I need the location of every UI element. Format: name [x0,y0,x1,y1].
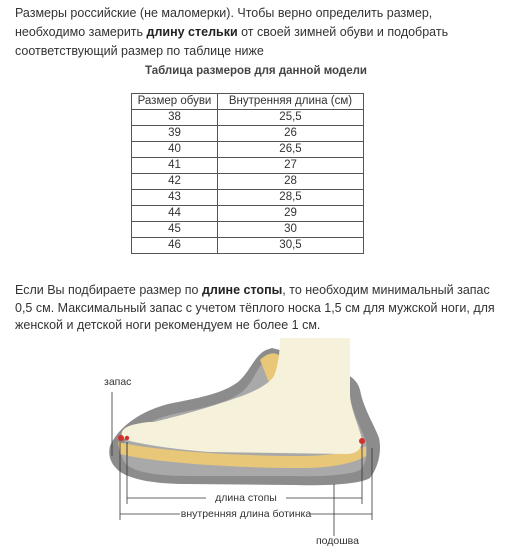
cell-length: 25,5 [218,110,364,126]
cell-length: 26 [218,126,364,142]
cell-size: 43 [132,190,218,206]
table-row [132,142,364,158]
cell-size: 38 [132,110,218,126]
cell-length: 28,5 [218,190,364,206]
note-text-1: Если Вы подбираете размер по [15,283,202,297]
cell-length: 30,5 [218,238,364,254]
intro-bold: длину стельки [146,25,238,39]
cell-size: 44 [132,206,218,222]
intro-paragraph [15,4,500,61]
cell-length: 27 [218,158,364,174]
cell-size: 45 [132,222,218,238]
intro-text-1: Размеры российские (не маломерки). Чтобы верно определить размер, необходимо замерить [15,6,433,39]
cell-length: 26,5 [218,142,364,158]
note-bold: длине стопы [201,283,283,297]
cell-size: 42 [132,174,218,190]
table-caption: Таблица размеров для данной модели [144,65,368,77]
cell-size: 39 [132,126,218,142]
table-row [132,206,364,222]
note-paragraph [15,282,500,335]
note-text-2: , то необходим минимальный запас 0,5 см. Максимальный запас с учетом тёплого носка 1,5 см для мужской ноги, для женской и детской ноги рекомендуем не более 1 см. [15,283,495,332]
boot-diagram [90,338,410,547]
label-foot-length: длина стопы [215,492,277,504]
size-table [131,93,364,254]
table-row [132,190,364,206]
intro-text-2: от своей зимней обуви и подобрать соответствующий размер по таблице ниже [15,25,449,58]
cell-size: 40 [132,142,218,158]
heel-marker [359,438,365,444]
cell-length: 30 [218,222,364,238]
table-header-row [132,94,364,110]
header-inner-length: Внутренняя длина (см) [218,94,364,110]
label-margin: запас [104,376,132,388]
table-row [132,222,364,238]
cell-size: 46 [132,238,218,254]
cell-length: 29 [218,206,364,222]
toe-marker [118,435,124,441]
label-sole: подошва [316,535,359,547]
table-row [132,238,364,254]
cell-length: 28 [218,174,364,190]
table-row [132,158,364,174]
table-row [132,126,364,142]
header-shoe-size: Размер обуви [132,94,218,110]
label-inner-length: внутренняя длина ботинка [180,508,312,520]
toe-inner-marker [125,436,129,440]
cell-size: 41 [132,158,218,174]
table-row [132,110,364,126]
table-row [132,174,364,190]
